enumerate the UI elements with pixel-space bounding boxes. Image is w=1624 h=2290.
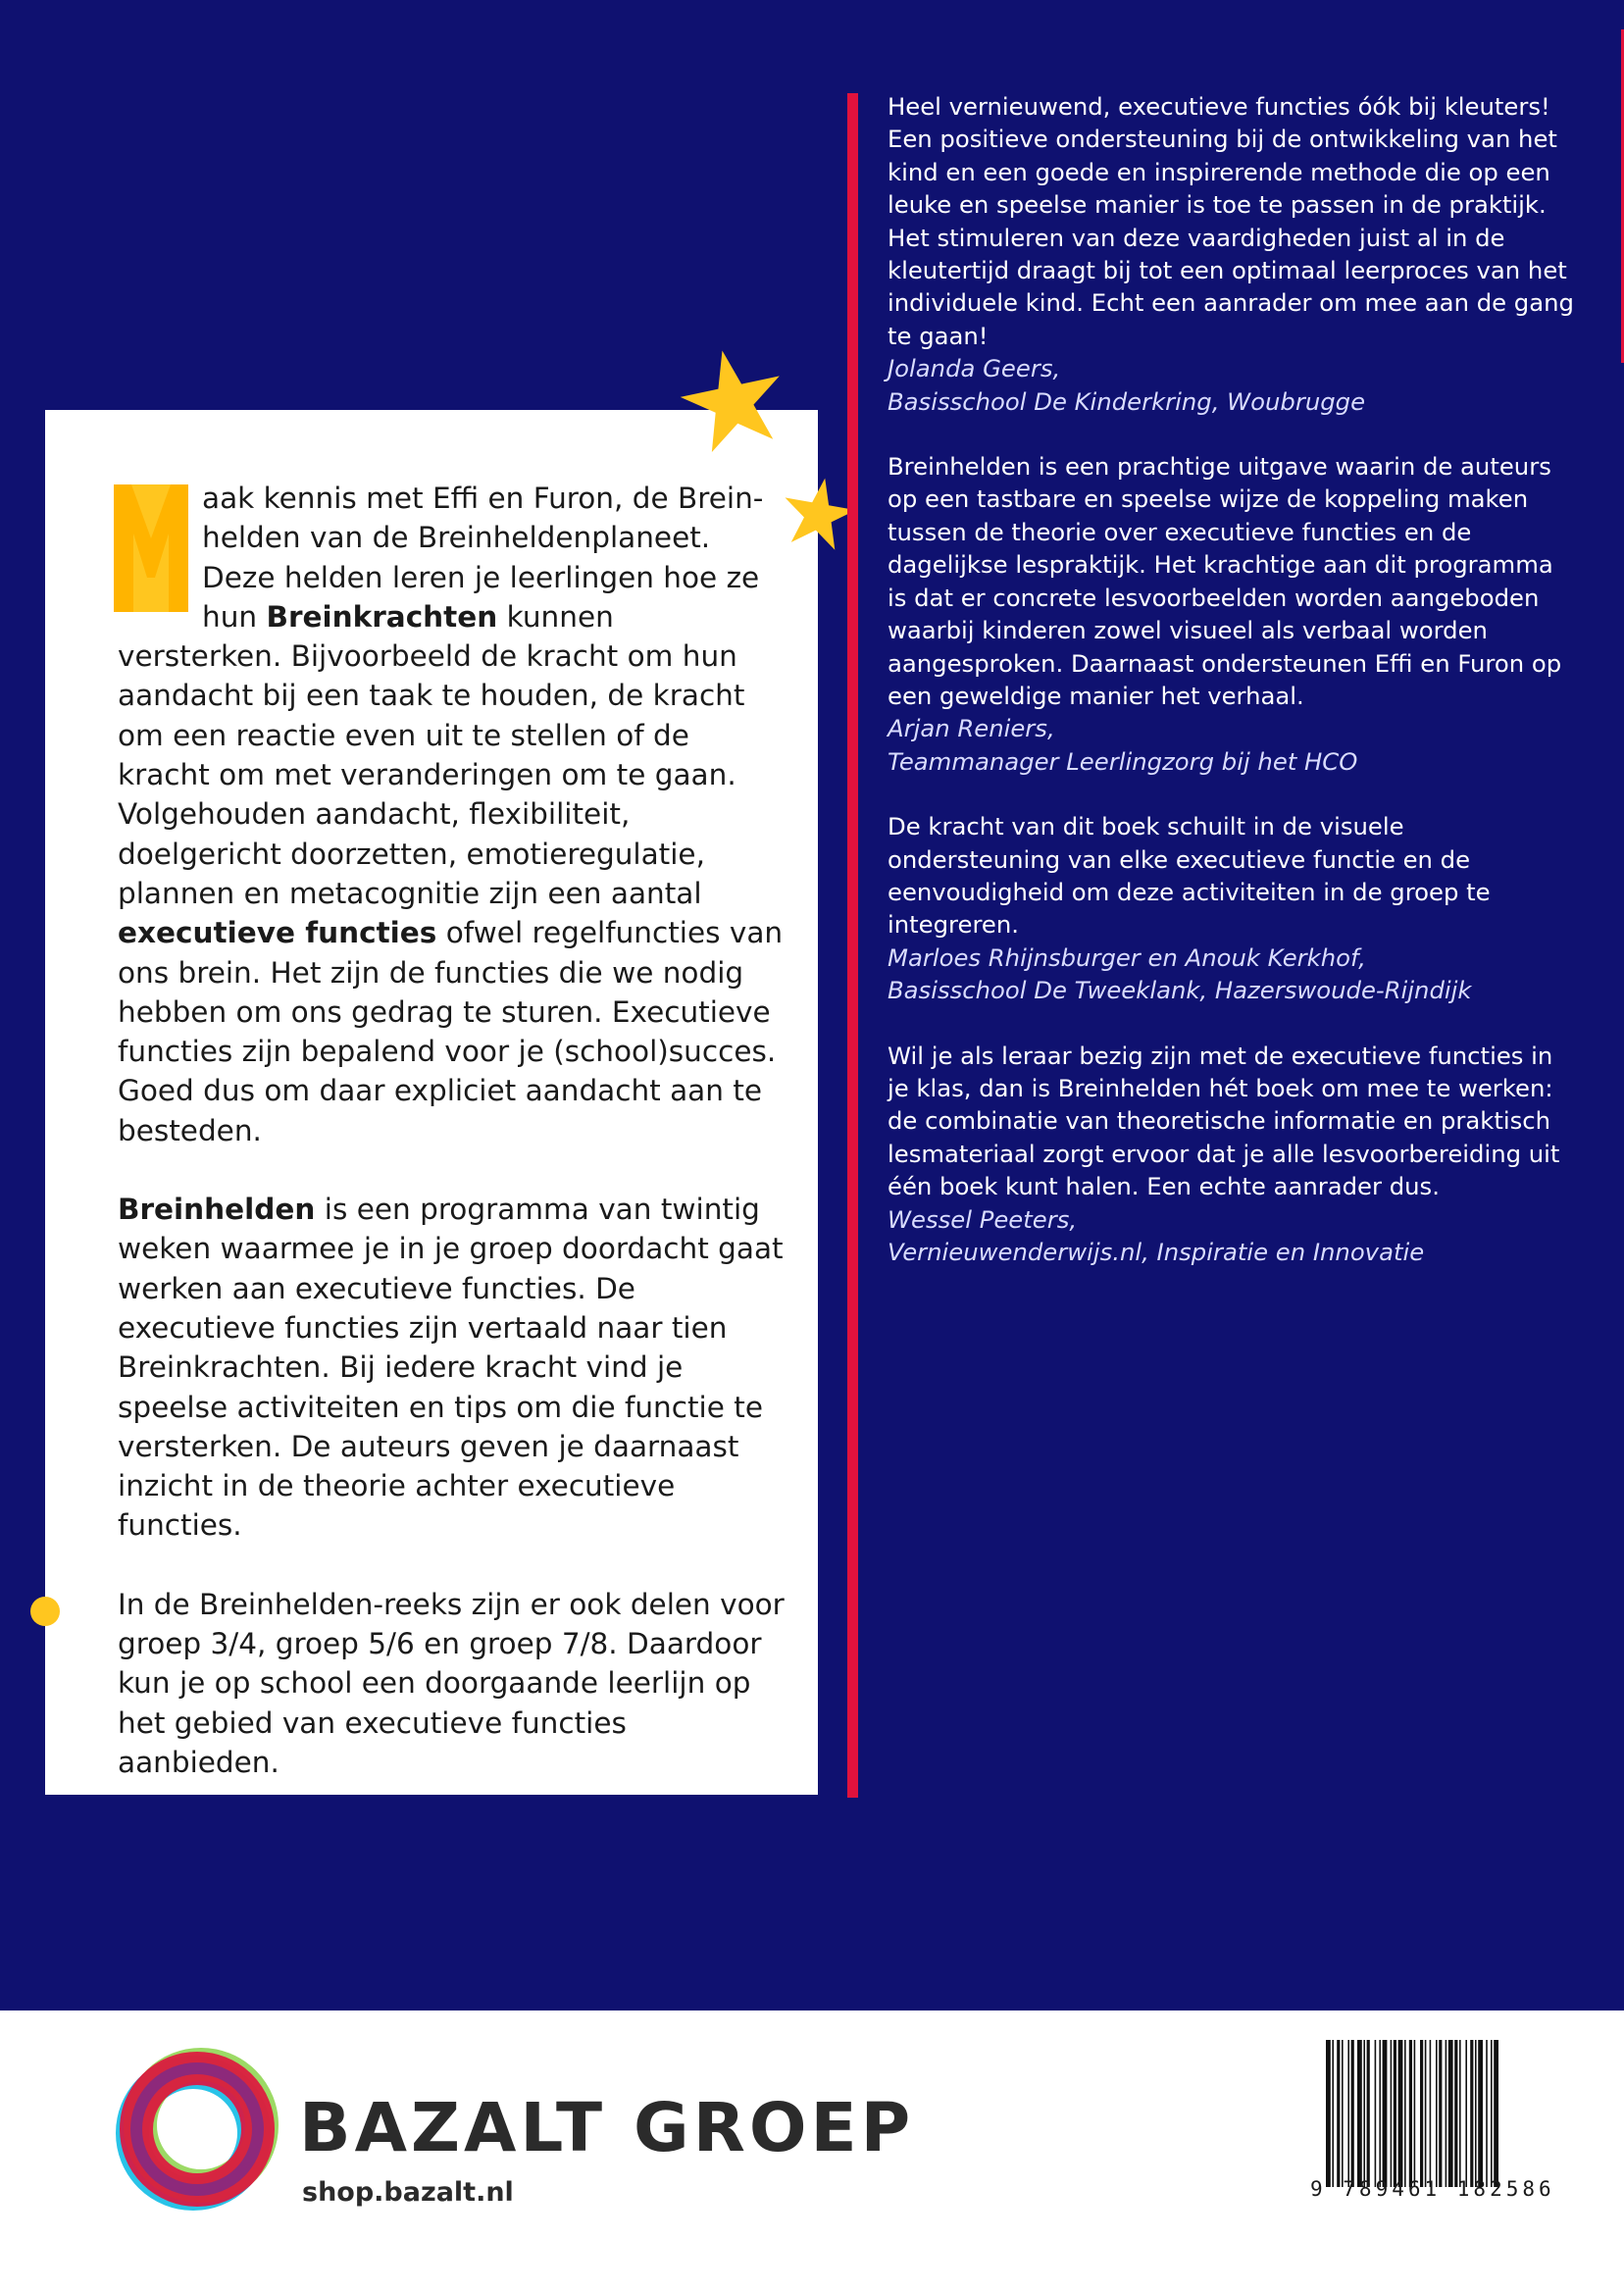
card.p2_parts-run: Breinhelden bbox=[118, 1193, 316, 1227]
review-divider bbox=[847, 93, 858, 1798]
barcode-bar bbox=[1398, 2040, 1403, 2187]
description-text bbox=[118, 479, 785, 1821]
barcode-bar bbox=[1475, 2040, 1477, 2187]
publisher-url[interactable]: shop.bazalt.nl bbox=[302, 2177, 514, 2208]
card.p1_parts-run: kunnen versterken. Bijvoorbeeld de kracht om hun aandacht bij een taak te houden, de kracht om een reactie even uit te stellen of de kracht om met veranderingen om te gaan. Volgehouden aandacht, flexibiliteit, doelgericht doorzetten, emotieregulatie, plannen en metacognitie zijn een aantal bbox=[118, 599, 745, 910]
barcode-bar bbox=[1436, 2040, 1438, 2187]
publisher-name: BAZALT GROEP bbox=[299, 2089, 915, 2167]
barcode-bar bbox=[1414, 2040, 1416, 2187]
review-organization: Vernieuwenderwijs.nl, Inspiratie en Innovatie bbox=[888, 1238, 1425, 1266]
barcode bbox=[1326, 2040, 1567, 2187]
barcode-bar bbox=[1491, 2040, 1493, 2187]
barcode-bar bbox=[1478, 2040, 1483, 2187]
bazalt-logo-icon bbox=[116, 2048, 279, 2211]
intro-paragraph bbox=[118, 479, 785, 1150]
barcode-bar bbox=[1430, 2040, 1432, 2187]
review-author: Arjan Reniers, bbox=[888, 714, 1055, 743]
barcode-bar bbox=[1409, 2040, 1412, 2187]
review-organization: Basisschool De Tweeklank, Hazerswoude-Rijndijk bbox=[888, 976, 1472, 1005]
program-paragraph bbox=[118, 1190, 785, 1546]
barcode-bar bbox=[1465, 2040, 1467, 2187]
card.p1_parts-run: executieve functies bbox=[118, 916, 437, 950]
review-organization: Teammanager Leerlingzorg bij het HCO bbox=[888, 746, 1358, 776]
description-card bbox=[45, 410, 818, 1795]
star-icon bbox=[679, 345, 787, 453]
barcode-bar bbox=[1379, 2040, 1381, 2187]
barcode-bar bbox=[1363, 2040, 1365, 2187]
card.p1_parts-run: ofwel regelfuncties van ons brein. Het zijn de functies die we nodig hebben om ons gedrag te sturen. Executieve functies zijn bepalend voor je (school)succes. Goed dus om daar expliciet aandacht aan te besteden. bbox=[118, 916, 784, 1147]
barcode-bar bbox=[1420, 2040, 1423, 2187]
isbn-number: 9 789461 182586 bbox=[1310, 2177, 1555, 2201]
barcode-bar bbox=[1494, 2040, 1498, 2187]
barcode-bar bbox=[1446, 2040, 1447, 2187]
barcode-bar bbox=[1470, 2040, 1473, 2187]
barcode-bar bbox=[1347, 2040, 1349, 2187]
barcode-bar bbox=[1342, 2040, 1344, 2187]
star-icon-small bbox=[781, 475, 857, 551]
review-author: Marloes Rhijnsburger en Anouk Kerkhof, bbox=[888, 942, 1366, 972]
review-item bbox=[888, 90, 1574, 418]
review-author: Jolanda Geers, bbox=[888, 354, 1061, 383]
review-item bbox=[888, 1040, 1574, 1269]
barcode-bar bbox=[1357, 2040, 1362, 2187]
card.p1_parts-run: Breinkrachten bbox=[266, 599, 498, 634]
review-text: De kracht van dit boek schuilt in de visuele ondersteuning van elke executieve functie en de eenvoudigheid om deze activiteiten in de groep te integreren. bbox=[888, 812, 1491, 940]
review-author: Wessel Peeters, bbox=[888, 1204, 1078, 1234]
card.p2_parts-run: is een programma van twintig weken waarmee je in je groep doordacht gaat werken aan executieve functies. De executieve functies zijn vertaald naar tien Breinkrachten. Bij iedere kracht vind je speelse activiteiten en tips om die functie te versterken. De auteurs geven je daarnaast inzicht in de theorie achter executieve functies. bbox=[118, 1193, 784, 1543]
barcode-bar bbox=[1425, 2040, 1427, 2187]
barcode-bar bbox=[1486, 2040, 1488, 2187]
barcode-bar bbox=[1394, 2040, 1396, 2187]
barcode-bar bbox=[1367, 2040, 1370, 2187]
card.p1_parts-run: aak kennis met Effi en Furon, de Breinhelden van de Breinheldenplaneet. Deze helden leren je leerlingen hoe ze hun bbox=[202, 482, 764, 634]
barcode-bar bbox=[1448, 2040, 1453, 2187]
barcode-bar bbox=[1454, 2040, 1457, 2187]
review-text: Wil je als leraar bezig zijn met de executieve functies in je klas, dan is Breinhelden hét boek om mee te werken: de combinatie van theoretische informatie en praktisch lesmateriaal zorgt ervoor dat je alle lesvoorbereiding uit één boek kunt halen. Een echte aanrader dus. bbox=[888, 1041, 1560, 1201]
review-item bbox=[888, 450, 1574, 778]
barcode-bar bbox=[1391, 2040, 1393, 2187]
barcode-bar bbox=[1404, 2040, 1406, 2187]
barcode-bar bbox=[1337, 2040, 1340, 2187]
barcode-bar bbox=[1383, 2040, 1388, 2187]
barcode-bar bbox=[1375, 2040, 1377, 2187]
review-organization: Basisschool De Kinderkring, Woubrugge bbox=[888, 386, 1366, 416]
barcode-bar bbox=[1326, 2040, 1331, 2187]
barcode-bar bbox=[1332, 2040, 1334, 2187]
review-item bbox=[888, 810, 1574, 1006]
review-text: Breinhelden is een prachtige uitgave waarin de auteurs op een tastbare en speelse wijze de koppeling maken tussen de theorie over executieve functies en de dagelijkse lespraktijk. Het krachtige aan dit programma is dat er concrete lesvoorbeelden worden aangeboden waarbij kinderen zowel visueel als verbaal worden aangesproken. Daarnaast ondersteunen Effi en Furon op een geweldige manier het verhaal. bbox=[888, 452, 1562, 710]
review-text: Heel vernieuwend, executieve functies óók bij kleuters! Een positieve ondersteuning bij de ontwikkeling van het kind en een goede en inspirerende methode die op een leuke en speelse manier is toe te passen in de praktijk. Het stimuleren van deze vaardigheden juist al in de kleutertijd draagt bij tot een optimaal leerproces van het individuele kind. Echt een aanrader om mee aan de gang te gaan! bbox=[888, 92, 1574, 350]
dot-decoration bbox=[30, 1597, 60, 1626]
series-paragraph: In de Breinhelden-reeks zijn er ook delen voor groep 3/4, groep 5/6 en groep 7/8. Daardoor kun je op school een doorgaande leerlijn op het gebied van executieve functies aanbieden. bbox=[118, 1587, 785, 1779]
barcode-bar bbox=[1439, 2040, 1442, 2187]
barcode-bar bbox=[1351, 2040, 1354, 2187]
reviews-column bbox=[888, 90, 1574, 1300]
barcode-bar bbox=[1459, 2040, 1461, 2187]
dropcap-m bbox=[114, 484, 188, 612]
